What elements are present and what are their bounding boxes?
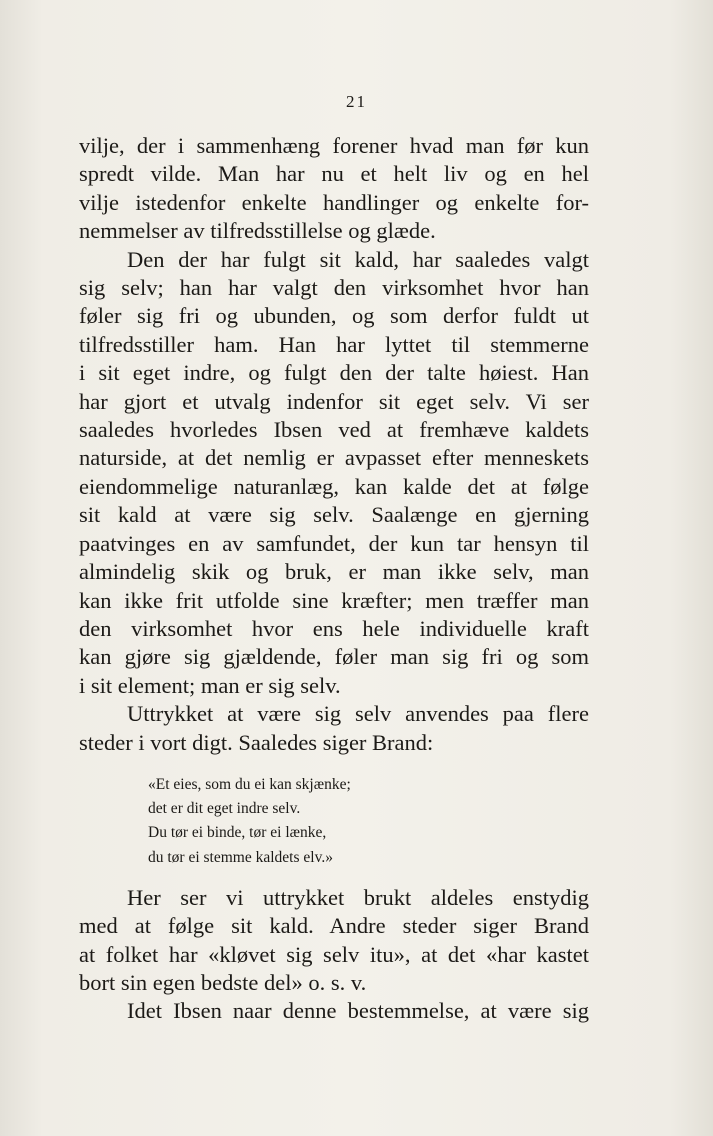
verse-quote [79,773,589,870]
text-line: spredt vilde. Man har nu et helt liv og en hel [79,161,589,187]
text-line: i sit eget indre, og fulgt den der talte høiest. Han [79,360,589,386]
text-line: Her ser vi uttrykket brukt aldeles enstydig [127,884,589,910]
text-line: den virksomhet hvor ens hele individuelle kraft [79,615,589,641]
text-line: eiendommelige naturanlæg, kan kalde det at følge [79,473,589,499]
paragraph-5 [79,997,589,1025]
page-number: 21 [346,92,367,111]
text-line: med at følge sit kald. Andre steder siger Brand [79,913,589,939]
text-line: sig selv; han har valgt den virksomhet hvor han [79,275,589,301]
body-text [79,132,589,1026]
paragraph-2 [79,246,589,701]
verse-line: du tør ei stemme kaldets elv.» [148,848,333,866]
text-line: naturside, at det nemlig er avpasset efter menneskets [79,445,589,471]
text-line: har gjort et utvalg indenfor sit eget selv. Vi ser [79,388,589,414]
paragraph-1 [79,132,589,246]
text-line: Uttrykket at være sig selv anvendes paa flere [127,701,589,727]
text-line: nemmelser av tilfredsstillelse og glæde. [79,218,436,244]
paragraph-4 [79,884,589,998]
text-line: tilfredsstiller ham. Han har lyttet til stemmerne [79,331,589,357]
text-line: saaledes hvorledes Ibsen ved at fremhæve kaldets [79,417,589,443]
text-line: bort sin egen bedste del» o. s. v. [79,969,367,995]
paragraph-3 [79,700,589,757]
text-line: vilje, der i sammenhæng forener hvad man før kun [79,133,589,158]
text-line: Idet Ibsen naar denne bestemmelse, at være sig [127,998,589,1024]
verse-line: det er dit eget indre selv. [148,800,301,818]
text-line: sit kald at være sig selv. Saalænge en gjerning [79,502,589,528]
text-line: kan gjøre sig gjældende, føler man sig fri og som [79,644,589,670]
text-line: føler sig fri og ubunden, og som derfor fuldt ut [79,303,589,329]
verse-line: Du tør ei binde, tør ei lænke, [148,824,327,842]
text-line: i sit element; man er sig selv. [79,672,341,698]
text-line: almindelig skik og bruk, er man ikke selv, man [79,559,589,585]
text-line: at folket har «kløvet sig selv itu», at det «har kastet [79,941,589,967]
verse-line: «Et eies, som du ei kan skjænke; [148,775,351,793]
text-line: kan ikke frit utfolde sine kræfter; men træffer man [79,587,589,613]
text-line: steder i vort digt. Saaledes siger Brand: [79,729,434,755]
text-line: Den der har fulgt sit kald, har saaledes valgt [127,246,589,272]
text-line: paatvinges en av samfundet, der kun tar hensyn til [79,530,589,556]
text-line: vilje istedenfor enkelte handlinger og enkelte for- [79,189,589,215]
